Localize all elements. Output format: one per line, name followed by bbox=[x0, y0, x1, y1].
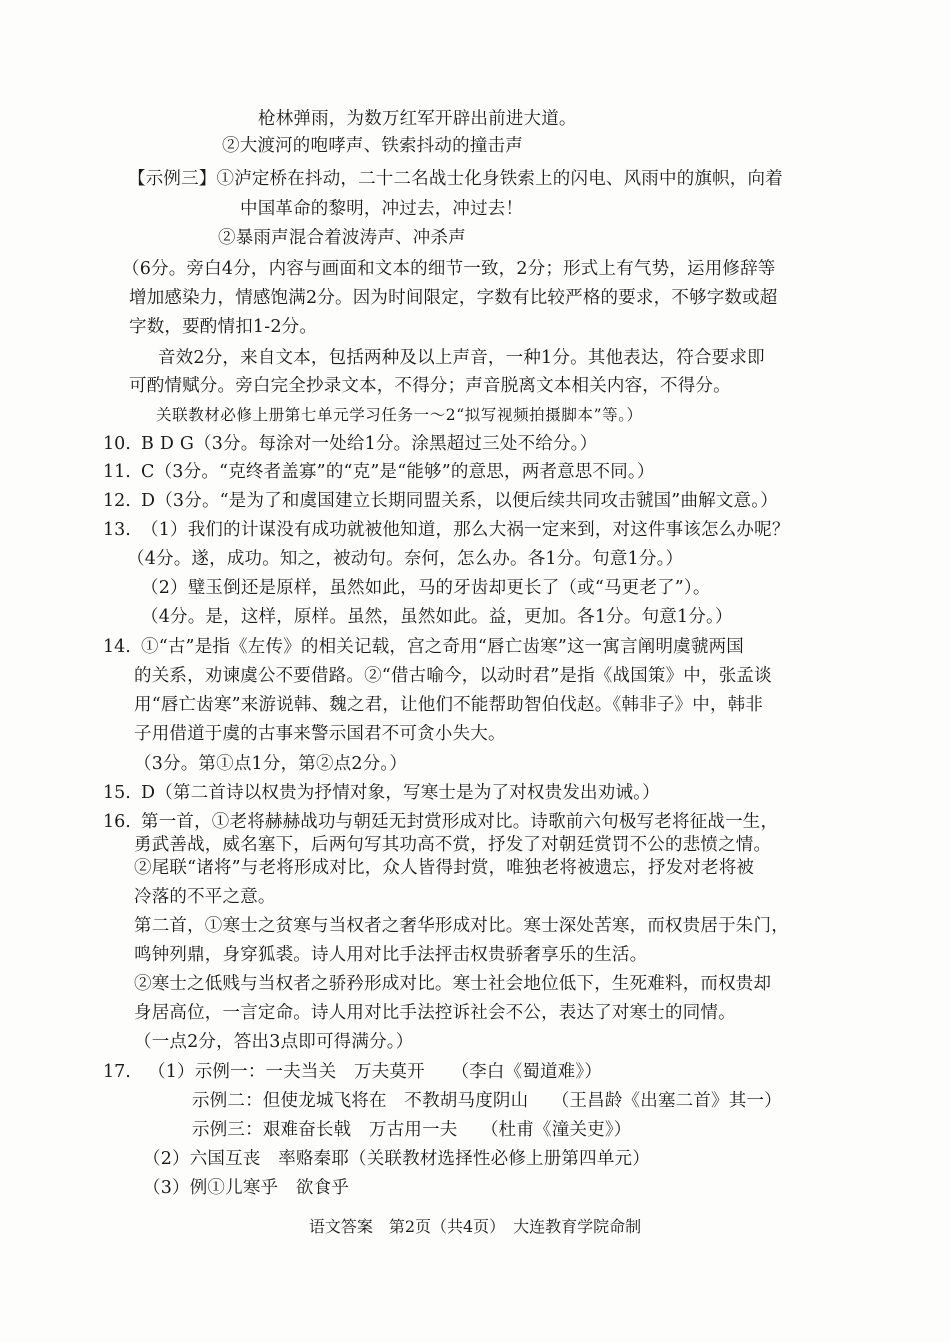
text-line: 增加感染力，情感饱满2分。因为时间限定，字数有比较严格的要求，不够字数或超 bbox=[129, 288, 778, 308]
answer-17-1-example-3: 示例三：艰难奋长戟 万古用一夫 （杜甫《潼关吏》） bbox=[192, 1120, 632, 1140]
question-number-16: 16. bbox=[103, 812, 131, 832]
answer-14-line: 的关系，劝谏虞公不要借路。②“借古喻今，以动时君”是指《战国策》中，张孟谈 bbox=[134, 666, 772, 686]
question-number-10: 10. bbox=[103, 434, 131, 454]
answer-16-score: （一点2分，答出3点即可得满分。） bbox=[134, 1032, 414, 1052]
answer-17-3: （3）例①儿寒乎 欲食乎 bbox=[143, 1178, 350, 1198]
text-line: 可酌情赋分。旁白完全抄录文本，不得分；声音脱离文本相关内容，不得分。 bbox=[129, 376, 731, 396]
question-number-12: 12. bbox=[103, 491, 131, 511]
answer-16-line: ②尾联“诸将”与老将形成对比，众人皆得封赏，唯独老将被遗忘，抒发对老将被 bbox=[134, 858, 755, 878]
answer-15: D（第二首诗以权贵为抒情对象，写寒士是为了对权贵发出劝诫。） bbox=[141, 783, 660, 803]
text-line: 枪林弹雨，为数万红军开辟出前进大道。 bbox=[258, 109, 577, 129]
question-number-13: 13. bbox=[103, 520, 131, 540]
answer-14-line: 用“唇亡齿寒”来游说韩、魏之君，让他们不能帮助智伯伐赵。《韩非子》中，韩非 bbox=[134, 695, 764, 715]
answer-16-line: 身居高位，一言定命。诗人用对比手法控诉社会不公，表达了对寒士的同情。 bbox=[134, 1003, 736, 1023]
question-number-15: 15. bbox=[103, 783, 131, 803]
answer-16-line: 冷落的不平之意。 bbox=[134, 887, 276, 907]
answer-14-line: ①“古”是指《左传》的相关记载，宫之奇用“唇亡齿寒”这一寓言阐明虞虢两国 bbox=[141, 637, 744, 657]
answer-14-score: （3分。第①点1分，第②点2分。） bbox=[134, 754, 408, 774]
answer-16-line: ②寒士之低贱与当权者之骄矜形成对比。寒士社会地位低下，生死难料，而权贵却 bbox=[134, 974, 772, 994]
text-line: 音效2分，来自文本，包括两种及以上声音，一种1分。其他表达，符合要求即 bbox=[158, 348, 765, 368]
answer-11: C（3分。“克终者盖寡”的“克”是“能够”的意思，两者意思不同。） bbox=[141, 462, 655, 482]
answer-13-2: （2）璧玉倒还是原样，虽然如此，马的牙齿却更长了（或“马更老了”）。 bbox=[141, 578, 711, 598]
text-line: 中国革命的黎明，冲过去，冲过去！ bbox=[240, 199, 524, 219]
answer-16-line: 鸣钟列鼎，身穿狐裘。诗人用对比手法抨击权贵骄奢享乐的生活。 bbox=[134, 945, 648, 965]
text-line: （6分。旁白4分，内容与画面和文本的细节一致，2分；形式上有气势，运用修辞等 bbox=[122, 259, 776, 279]
answer-13-2-score: （4分。是，这样，原样。虽然，虽然如此。益，更加。各1分。句意1分。） bbox=[141, 607, 733, 627]
question-number-14: 14. bbox=[103, 637, 131, 657]
answer-16-line: 第二首，①寒士之贫寒与当权者之奢华形成对比。寒士深处苦寒，而权贵居于朱门， bbox=[134, 916, 789, 936]
text-line: 字数，要酌情扣1-2分。 bbox=[129, 317, 318, 337]
answer-16-line: 勇武善战，威名塞下，后两句写其功高不赏，抒发了对朝廷赏罚不公的悲愤之情。 bbox=[134, 835, 772, 855]
text-line: 【示例三】①泸定桥在抖动，二十二名战士化身铁索上的闪电、风雨中的旗帜，向着 bbox=[128, 169, 783, 189]
text-line: 关联教材必修上册第七单元学习任务一～2“拟写视频拍摄脚本”等。） bbox=[156, 406, 643, 424]
answer-17-1: （1）示例一：一夫当关 万夫莫开 （李白《蜀道难》） bbox=[148, 1062, 603, 1082]
answer-14-line: 子用借道于虞的古事来警示国君不可贪小失大。 bbox=[134, 724, 506, 744]
text-line: ②大渡河的咆哮声、铁索抖动的撞击声 bbox=[222, 136, 523, 156]
answer-12: D（3分。“是为了和虞国建立长期同盟关系，以便后续共同攻击虢国”曲解文意。） bbox=[141, 491, 778, 511]
text-line: ②暴雨声混合着波涛声、冲杀声 bbox=[218, 228, 466, 248]
page-footer: 语文答案 第2页（共4页） 大连教育学院命制 bbox=[308, 1217, 642, 1236]
answer-16-line: 第一首，①老将赫赫战功与朝廷无封赏形成对比。诗歌前六句极写老将征战一生， bbox=[141, 812, 779, 832]
answer-13-1: （1）我们的计谋没有成功就被他知道，那么大祸一定来到，对这件事该怎么办呢？ bbox=[141, 520, 790, 540]
answer-17-2: （2）六国互丧 率赂秦耶（关联教材选择性必修上册第四单元） bbox=[143, 1149, 650, 1169]
answer-17-1-example-2: 示例二：但使龙城飞将在 不教胡马度阴山 （王昌龄《出塞二首》其一） bbox=[192, 1091, 782, 1111]
answer-10: B D G（3分。每涂对一处给1分。涂黑超过三处不给分。） bbox=[141, 434, 598, 454]
answer-13-1-score: （4分。遂，成功。知之，被动句。奈何，怎么办。各1分。句意1分。） bbox=[127, 549, 684, 569]
question-number-11: 11. bbox=[103, 462, 131, 482]
question-number-17: 17. bbox=[103, 1062, 131, 1082]
